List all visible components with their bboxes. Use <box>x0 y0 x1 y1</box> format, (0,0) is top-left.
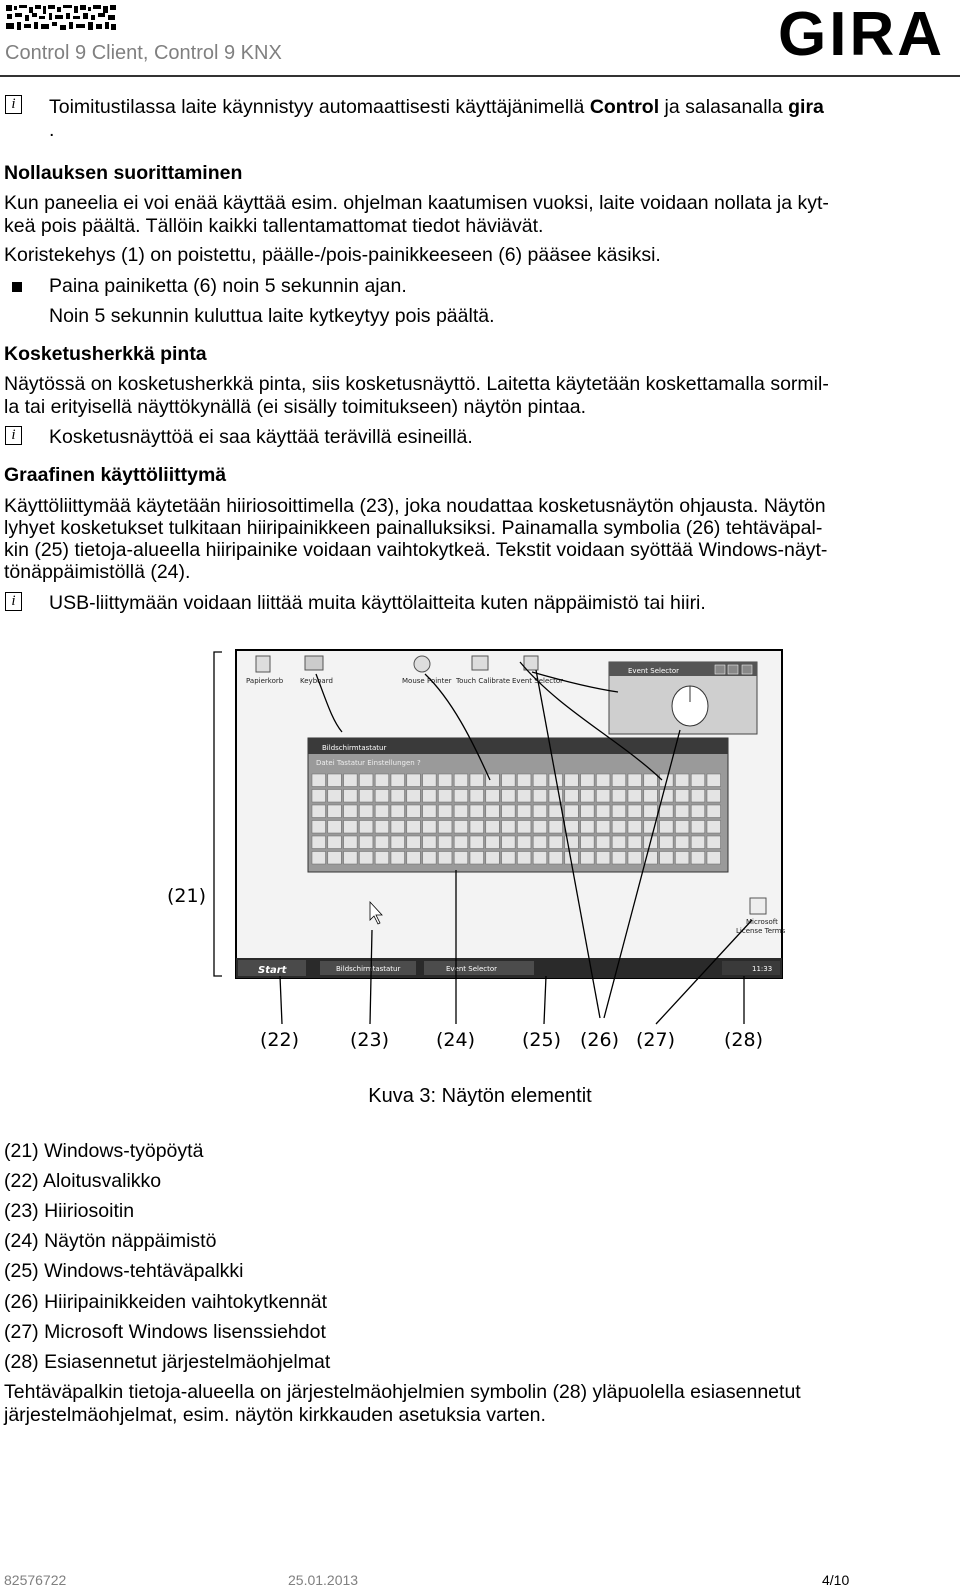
legend-item-22: (22) Aloitusvalikko <box>4 1170 162 1192</box>
keyboard-key <box>328 805 342 818</box>
keyboard-key <box>344 774 358 787</box>
license-terms-icon <box>750 898 766 914</box>
clock: 11:33 <box>752 965 773 973</box>
keyboard-key <box>344 805 358 818</box>
touch-note: Kosketusnäyttöä ei saa käyttää terävillä esineillä. <box>49 426 473 448</box>
header-rule <box>0 75 960 77</box>
keyboard-key <box>328 836 342 849</box>
keyboard-key <box>328 790 342 803</box>
keyboard-key <box>375 836 389 849</box>
legend-item-26: (26) Hiiripainikkeiden vaihtokytkennät <box>4 1291 327 1313</box>
keyboard-key <box>660 821 674 834</box>
keyboard-key <box>691 774 705 787</box>
keyboard-key <box>517 790 531 803</box>
keyboard-key <box>533 852 547 865</box>
keyboard-key <box>675 805 689 818</box>
callout-22: (22) <box>260 1029 300 1051</box>
keyboard-key <box>533 805 547 818</box>
keyboard-key <box>438 805 452 818</box>
keyboard-key <box>407 790 421 803</box>
keyboard-key <box>612 836 626 849</box>
callout-24: (24) <box>436 1029 476 1051</box>
keyboard-key <box>691 805 705 818</box>
keyboard-key <box>675 821 689 834</box>
callout-25: (25) <box>522 1029 562 1051</box>
touch-paragraph-line2: la tai erityisellä näyttökynällä (ei sisälly toimitukseen) näytön pintaa. <box>4 396 587 418</box>
keyboard-key <box>628 790 642 803</box>
callout-21: (21) <box>167 885 207 907</box>
reset-paragraph-line2: keä pois päältä. Tällöin kaikki tallentamattomat tiedot häviävät. <box>4 215 544 237</box>
mouse-pointer-icon <box>414 656 430 672</box>
event-selector-icon <box>524 656 538 670</box>
legend-item-28: (28) Esiasennetut järjestelmäohjelmat <box>4 1351 331 1373</box>
keyboard-key <box>328 774 342 787</box>
recycle-bin-icon <box>256 656 270 672</box>
keyboard-key <box>312 790 326 803</box>
heading-touch: Kosketusherkkä pinta <box>4 343 207 365</box>
event-selector-window <box>609 662 757 734</box>
keyboard-key <box>691 852 705 865</box>
closing-line1: Tehtäväpalkin tietoja-alueella on järjestelmäohjelmien symbolin (28) yläpuolella esiasennetut <box>4 1381 801 1403</box>
keyboard-key <box>312 836 326 849</box>
keyboard-key <box>454 790 468 803</box>
keyboard-key <box>517 852 531 865</box>
figure-caption: Kuva 3: Näytön elementit <box>368 1085 592 1107</box>
footer-doc-number: 82576722 <box>4 1572 67 1588</box>
keyboard-key <box>423 821 437 834</box>
footer-page-number: 4/10 <box>822 1572 850 1588</box>
keyboard-key <box>675 836 689 849</box>
keyboard-key <box>581 836 595 849</box>
keyboard-key <box>549 852 563 865</box>
keyboard-key <box>486 790 500 803</box>
keyboard-key <box>438 790 452 803</box>
keyboard-key <box>596 805 610 818</box>
keyboard-key <box>344 790 358 803</box>
keyboard-key <box>502 790 515 803</box>
legend-item-27: (27) Microsoft Windows lisenssiehdot <box>4 1321 326 1343</box>
desktop-icon-label: Event Selector <box>512 677 564 685</box>
keyboard-key <box>407 836 421 849</box>
keyboard-key <box>391 836 405 849</box>
keyboard-key <box>707 790 721 803</box>
callout-23: (23) <box>350 1029 390 1051</box>
keyboard-key <box>391 852 405 865</box>
keyboard-key <box>612 774 626 787</box>
keyboard-key <box>391 821 405 834</box>
legend-item-25: (25) Windows-tehtäväpalkki <box>4 1260 244 1282</box>
keyboard-key <box>565 774 579 787</box>
keyboard-key <box>581 821 595 834</box>
keyboard-key <box>328 852 342 865</box>
keyboard-key <box>660 836 674 849</box>
keyboard-key <box>707 821 721 834</box>
callout-28: (28) <box>724 1029 764 1051</box>
callout-26: (26) <box>580 1029 620 1051</box>
keyboard-key <box>517 805 531 818</box>
keyboard-key <box>328 821 342 834</box>
keyboard-key <box>565 805 579 818</box>
keyboard-key <box>486 836 500 849</box>
keyboard-key <box>517 774 531 787</box>
keyboard-key <box>533 774 547 787</box>
desktop-icon-label: Mouse Pointer <box>402 677 452 685</box>
keyboard-key <box>675 790 689 803</box>
gui-note: USB-liittymään voidaan liittää muita käyttölaitteita kuten näppäimistö tai hiiri. <box>49 592 706 614</box>
keyboard-key <box>533 836 547 849</box>
keyboard-key <box>486 805 500 818</box>
bullet-square-icon <box>12 282 22 292</box>
keyboard-key <box>612 821 626 834</box>
keyboard-key <box>660 805 674 818</box>
keyboard-key <box>470 836 484 849</box>
reset-paragraph-2: Koristekehys (1) on poistettu, päälle-/pois-painikkeeseen (6) pääsee käsiksi. <box>4 244 661 266</box>
keyboard-key <box>359 836 373 849</box>
keyboard-key <box>596 821 610 834</box>
legend-item-23: (23) Hiiriosoitin <box>4 1200 135 1222</box>
keyboard-key <box>470 790 484 803</box>
keyboard-key <box>502 805 515 818</box>
keyboard-key <box>312 774 326 787</box>
keyboard-key <box>407 805 421 818</box>
keyboard-desktop-icon <box>305 656 323 670</box>
legend-item-24: (24) Näytön näppäimistö <box>4 1230 217 1252</box>
keyboard-key <box>391 774 405 787</box>
keyboard-key <box>596 852 610 865</box>
keyboard-key <box>375 821 389 834</box>
keyboard-key <box>470 852 484 865</box>
keyboard-key <box>423 836 437 849</box>
keyboard-key <box>391 805 405 818</box>
keyboard-key <box>691 821 705 834</box>
keyboard-key <box>470 821 484 834</box>
keyboard-key <box>454 805 468 818</box>
keyboard-key <box>502 836 515 849</box>
keyboard-key <box>565 790 579 803</box>
reset-step: Paina painiketta (6) noin 5 sekunnin ajan. <box>49 275 407 297</box>
document-title: Control 9 Client, Control 9 KNX <box>5 42 282 64</box>
keyboard-key <box>707 805 721 818</box>
keyboard-key <box>423 790 437 803</box>
taskbar-label: Event Selector <box>446 965 498 973</box>
keyboard-key <box>423 774 437 787</box>
license-label: Microsoft <box>746 918 778 926</box>
callout-27: (27) <box>636 1029 676 1051</box>
keyboard-key <box>707 852 721 865</box>
keyboard-key <box>391 790 405 803</box>
license-label: License Terms <box>736 927 786 935</box>
keyboard-key <box>312 821 326 834</box>
keyboard-key <box>707 836 721 849</box>
keyboard-key <box>359 852 373 865</box>
keyboard-key <box>438 774 452 787</box>
keyboard-key <box>675 852 689 865</box>
keyboard-key <box>628 774 642 787</box>
keyboard-key <box>581 790 595 803</box>
heading-reset: Nollauksen suorittaminen <box>4 162 243 184</box>
keyboard-key <box>644 774 658 787</box>
keyboard-key <box>612 852 626 865</box>
desktop-icon-label: Touch Calibrate <box>456 677 511 685</box>
keyboard-key <box>407 852 421 865</box>
keyboard-key <box>581 852 595 865</box>
keyboard-key <box>581 774 595 787</box>
keyboard-key <box>344 821 358 834</box>
gui-paragraph-line3: kin (25) tietoja-alueella hiiripainike voidaan vaihtokytkeä. Tekstit voidaan syöttää Windows-näyt- <box>4 539 828 561</box>
keyboard-key <box>628 821 642 834</box>
keyboard-key <box>375 852 389 865</box>
keyboard-key <box>359 774 373 787</box>
footer-date: 25.01.2013 <box>288 1572 359 1588</box>
keyboard-key <box>438 852 452 865</box>
keyboard-key <box>438 821 452 834</box>
keyboard-key <box>596 790 610 803</box>
keyboard-key <box>438 836 452 849</box>
keyboard-key <box>454 852 468 865</box>
keyboard-key <box>628 805 642 818</box>
keyboard-key <box>423 805 437 818</box>
keyboard-key <box>517 821 531 834</box>
start-label: Start <box>258 965 287 976</box>
keyboard-key <box>581 805 595 818</box>
keyboard-key <box>691 836 705 849</box>
keyboard-key <box>596 836 610 849</box>
note-default-login-end: . <box>49 119 55 141</box>
gui-paragraph-line2: lyhyet kosketukset tulkitaan hiiripainikkeen painalluksiksi. Painamalla symbolia (26) tehtäväpal- <box>4 517 823 539</box>
keyboard-key <box>549 805 563 818</box>
keyboard-key <box>502 821 515 834</box>
note-default-login: Toimitustilassa laite käynnistyy automaattisesti käyttäjänimellä Control ja salasanalla gira <box>49 96 824 118</box>
keyboard-key <box>502 774 515 787</box>
gui-paragraph-line1: Käyttöliittymää käytetään hiiriosoittimella (23), joka noudattaa kosketusnäytön ohjausta. Näytön <box>4 495 826 517</box>
reset-result: Noin 5 sekunnin kuluttua laite kytkeytyy pois päältä. <box>49 305 495 327</box>
keyboard-key <box>612 805 626 818</box>
heading-gui: Graafinen käyttöliittymä <box>4 464 227 486</box>
keyboard-key <box>612 790 626 803</box>
touch-paragraph-line1: Näytössä on kosketusherkkä pinta, siis kosketusnäyttö. Laitetta käytetään koskettamalla sormil- <box>4 373 829 395</box>
keyboard-key <box>407 774 421 787</box>
info-i-icon: i <box>5 592 22 611</box>
keyboard-key <box>549 836 563 849</box>
keyboard-key <box>691 790 705 803</box>
keyboard-key <box>407 821 421 834</box>
keyboard-key <box>707 774 721 787</box>
keyboard-menu: Datei Tastatur Einstellungen ? <box>316 759 421 767</box>
keyboard-key <box>517 836 531 849</box>
keyboard-key <box>565 821 579 834</box>
keyboard-key <box>312 852 326 865</box>
keyboard-key <box>312 805 326 818</box>
keyboard-key <box>533 821 547 834</box>
keyboard-key <box>628 852 642 865</box>
taskbar-label: Bildschirmtastatur <box>336 965 401 973</box>
touch-calibrate-icon <box>472 656 488 670</box>
info-i-icon: i <box>5 426 22 445</box>
keyboard-key <box>644 805 658 818</box>
keyboard-key <box>454 836 468 849</box>
keyboard-key <box>423 852 437 865</box>
keyboard-title: Bildschirmtastatur <box>322 744 387 752</box>
keyboard-key <box>375 774 389 787</box>
screen-elements-figure <box>0 640 960 1070</box>
keyboard-key <box>628 836 642 849</box>
on-screen-keyboard-window <box>308 738 728 872</box>
legend-item-21: (21) Windows-työpöytä <box>4 1140 204 1162</box>
keyboard-key <box>344 852 358 865</box>
keyboard-key <box>375 790 389 803</box>
info-i-icon: i <box>5 95 22 114</box>
keyboard-key <box>359 790 373 803</box>
keyboard-key <box>675 774 689 787</box>
desktop-icon-label: Papierkorb <box>246 677 284 685</box>
document-barcode <box>5 4 117 32</box>
keyboard-key <box>660 852 674 865</box>
keyboard-key <box>359 805 373 818</box>
keyboard-key <box>486 821 500 834</box>
keyboard-key <box>470 805 484 818</box>
closing-line2: järjestelmäohjelmat, esim. näytön kirkkauden asetuksia varten. <box>4 1404 546 1426</box>
keyboard-key <box>596 774 610 787</box>
gui-paragraph-line4: tönäppäimistöllä (24). <box>4 561 191 583</box>
brand-logo: GIRA <box>778 0 945 69</box>
keyboard-key <box>375 805 389 818</box>
keyboard-key <box>344 836 358 849</box>
reset-paragraph-line1: Kun paneelia ei voi enää käyttää esim. ohjelman kaatumisen vuoksi, laite voidaan nollata ja kyt- <box>4 192 829 214</box>
keyboard-key <box>644 790 658 803</box>
keyboard-key <box>533 790 547 803</box>
keyboard-key <box>486 852 500 865</box>
keyboard-key <box>454 774 468 787</box>
desktop-icon-label: Keyboard <box>300 677 333 685</box>
keyboard-key <box>359 821 373 834</box>
event-window-title: Event Selector <box>628 667 680 675</box>
keyboard-key <box>454 821 468 834</box>
keyboard-key <box>502 852 515 865</box>
keyboard-key <box>470 774 484 787</box>
keyboard-key <box>549 821 563 834</box>
